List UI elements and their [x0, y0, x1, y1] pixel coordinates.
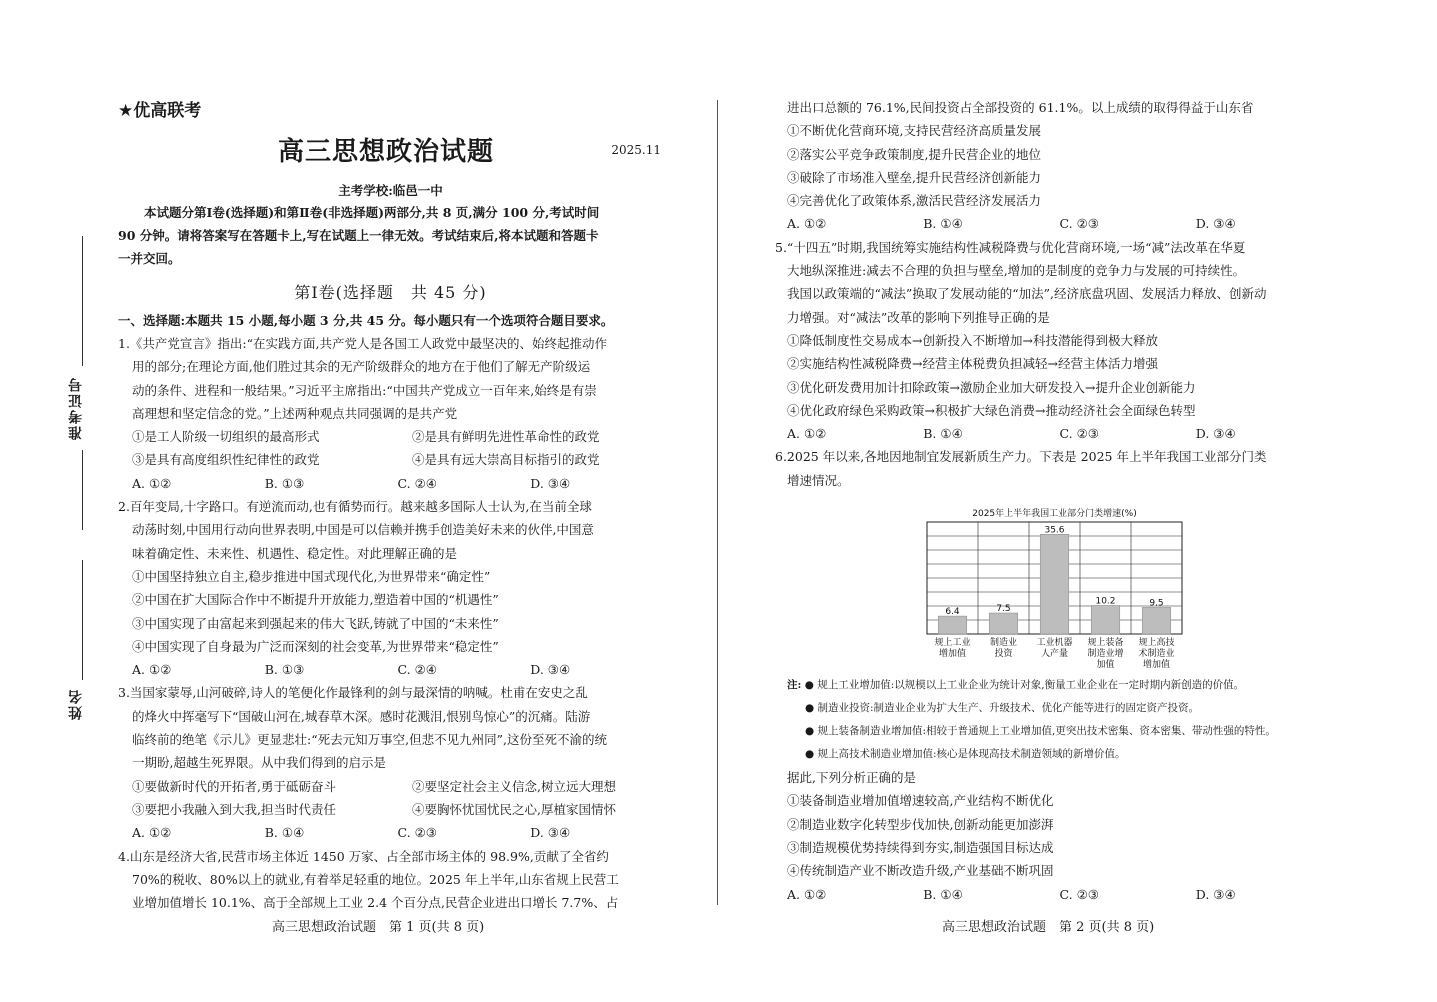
question-line: 进出口总额的 76.1%,民间投资占全部投资的 61.1%。以上成绩的取得得益于山东省: [787, 100, 1254, 115]
option-d[interactable]: D. ③④: [1195, 216, 1236, 232]
bullet-icon: ●: [804, 679, 814, 692]
question-line: 6.2025 年以来,各地因地制宜发展新质生产力。下表是 2025 年上半年我国工业部分门类: [775, 449, 1267, 465]
question-line: 1.《共产党宣言》指出:“在实践方面,共产党人是各国工人政党中最坚决的、始终起推动作: [118, 336, 608, 351]
statement: ①中国坚持独立自主,稳步推进中国式现代化,为世界带来“确定性”: [132, 568, 491, 584]
intro-line: 90 分钟。请将答案写在答题卡上,写在试题上一律无效。考试结束后,将本试题和答题卡: [118, 228, 599, 243]
statement: ①降低制度性交易成本→创新投入不断增加→科技潜能得到极大释放: [787, 332, 1158, 348]
data-label: 7.5: [996, 604, 1011, 615]
option-c[interactable]: C. ②③: [1059, 216, 1099, 232]
data-label: 9.5: [1149, 598, 1164, 609]
statement: ③是具有高度组织性纪律性的政党: [132, 452, 320, 468]
bullet-icon: ●: [805, 725, 815, 738]
answer-options: [787, 883, 1332, 906]
option-d[interactable]: D. ③④: [530, 475, 571, 491]
footer-right: 高三思想政治试题 第 2 页(共 8 页): [942, 920, 1155, 935]
category-label: 工业机器: [1036, 638, 1073, 649]
bar-chart-svg: [787, 500, 1347, 672]
note-text: 规上工业增加值:以规模以上工业企业为统计对象,衡量工业企业在一定时期内新创造的价值。: [817, 679, 1245, 692]
statement: ④是具有远大崇高目标指引的政党: [412, 452, 600, 468]
statement: ③制造规模优势持续得到夯实,制造强国目标达成: [787, 839, 1054, 855]
question-3: [118, 681, 663, 844]
statement: ②要坚定社会主义信念,树立远大理想: [412, 778, 616, 794]
statement-row: [118, 798, 663, 821]
statement: ③要把小我融入到大我,担当时代责任: [132, 801, 336, 817]
option-b[interactable]: B. ①③: [264, 662, 305, 678]
note-text: 规上高技术制造业增加值:核心是体现高技术制造领域的新增价值。: [817, 748, 1126, 761]
option-c[interactable]: C. ②④: [397, 662, 437, 678]
statement: ①装备制造业增加值增速较高,产业结构不断优化: [787, 793, 1054, 809]
statement: ②落实公平竞争政策制度,提升民营企业的地位: [787, 146, 1041, 162]
host-school: 主考学校:临邑一中: [338, 183, 443, 198]
name-label: 姓名: [68, 688, 84, 720]
intro-text: [118, 201, 663, 270]
bar: [1091, 605, 1120, 634]
statement: ②实施结构性减税降费→经营主体税费负担减轻→经营主体活力增强: [787, 356, 1158, 372]
chart-notes: [787, 674, 1332, 766]
question-line: 大地纵深推进:减去不合理的负担与壁垒,增加的是制度的竞争力与发展的可持续性。: [787, 263, 1246, 279]
statement: ④中国实现了自身最为广泛而深刻的社会变革,为世界带来“稳定性”: [132, 638, 499, 654]
brand-label: ★优高联考: [118, 101, 202, 121]
intro-line: 本试题分第Ⅰ卷(选择题)和第Ⅱ卷(非选择题)两部分,共 8 页,满分 100 分,考试时间: [144, 205, 600, 220]
exam-id-line-top: [82, 236, 83, 366]
bullet-icon: ●: [805, 748, 815, 761]
option-d[interactable]: D. ③④: [530, 662, 571, 678]
bar: [938, 616, 967, 634]
statement: ④完善优化了政策体系,激活民营经济发展活力: [787, 193, 1041, 209]
section-instruction: 一、选择题:本题共 15 小题,每小题 3 分,共 45 分。每小题只有一个选项符合题目要求。: [118, 313, 614, 328]
data-label: 10.2: [1095, 596, 1116, 607]
question-2: [118, 495, 663, 681]
statement: ④传统制造产业不断改造升级,产业基础不断巩固: [787, 863, 1054, 879]
question-6: [775, 445, 1332, 905]
answer-options: [118, 658, 663, 681]
statement-row: [118, 775, 663, 798]
category-label: 制造业: [989, 638, 1018, 649]
exam-id-label: 准考证号: [68, 376, 84, 440]
page-divider: [717, 100, 718, 905]
category-label: 规上工业: [934, 638, 971, 649]
statement: ④要胸怀忧国忧民之心,厚植家国情怀: [412, 801, 616, 817]
statement: ②制造业数字化转型步伐加快,创新动能更加澎湃: [787, 816, 1054, 832]
category-label: 规上高技: [1138, 638, 1175, 649]
question-line: 高理想和坚定信念的党。”上述两种观点共同强调的是共产党: [132, 405, 458, 421]
question-1: [118, 332, 663, 495]
answer-options: [787, 212, 1332, 235]
question-line: 的烽火中挥毫写下“国破山河在,城春草木深。感时花溅泪,恨别鸟惊心”的沉痛。陆游: [132, 708, 591, 724]
exam-title: 高三思想政治试题: [278, 137, 495, 167]
question-line: 动的条件、进程和一般结果。”习近平主席指出:“中国共产党成立一百年来,始终是有崇: [132, 382, 597, 398]
answer-options: [787, 422, 1332, 445]
bullet-icon: ●: [805, 702, 815, 715]
question-4-continued: [787, 96, 1332, 236]
category-label: 增加值: [1142, 660, 1171, 671]
option-c[interactable]: C. ②③: [397, 825, 437, 841]
question-line: 我国以政策端的“减法”换取了发展动能的“加法”,经济底盘巩固、发展活力释放、创新动: [787, 286, 1267, 302]
question-line: 用的部分;在理论方面,他们胜过其余的无产阶级群众的地方在于他们了解无产阶级运: [132, 359, 591, 375]
option-c[interactable]: C. ②③: [1059, 426, 1099, 442]
answer-options: [118, 472, 663, 495]
category-label: 加值: [1096, 660, 1115, 671]
option-a[interactable]: A. ①②: [787, 426, 827, 442]
option-c[interactable]: C. ②④: [397, 475, 437, 491]
option-b[interactable]: B. ①④: [923, 216, 963, 232]
statement: ①是工人阶级一切组织的最高形式: [132, 429, 320, 445]
question-5: [775, 236, 1332, 446]
category-label: 规上装备: [1087, 638, 1124, 649]
option-a[interactable]: A. ①②: [787, 216, 827, 232]
note-row: [787, 720, 1332, 743]
category-label: 术制造业: [1138, 649, 1175, 660]
note-row: [787, 697, 1332, 720]
option-b[interactable]: B. ①④: [923, 426, 963, 442]
statement: ③优化研发费用加计扣除政策→激励企业加大研发投入→提升企业创新能力: [787, 379, 1196, 395]
data-label: 6.4: [945, 607, 960, 618]
option-a[interactable]: A. ①②: [132, 825, 172, 841]
bar: [989, 613, 1018, 634]
question-line: 增速情况。: [787, 472, 850, 488]
question-line: 4.山东是经济大省,民营市场主体近 1450 万家、占全部市场主体的 98.9%,贡献了全省约: [118, 848, 609, 864]
statement-row: [118, 448, 663, 471]
question-prompt: 据此,下列分析正确的是: [787, 770, 916, 786]
question-line: 3.当国家蒙辱,山河破碎,诗人的笔便化作最锋利的剑与最深情的呐喊。杜甫在安史之乱: [118, 685, 588, 701]
name-line: [82, 560, 83, 680]
question-line: 动荡时刻,中国用行动向世界表明,中国是可以信赖并携手创造美好未来的伙伴,中国意: [132, 522, 594, 538]
option-b[interactable]: B. ①③: [264, 475, 305, 491]
category-label: 增加值: [938, 649, 967, 660]
category-label: 制造业增: [1087, 649, 1124, 660]
answer-options: [118, 821, 663, 844]
statement: ①要做新时代的开拓者,勇于砥砺奋斗: [132, 778, 336, 794]
option-d[interactable]: D. ③④: [1195, 886, 1236, 902]
right-page: [775, 96, 1332, 906]
bar: [1040, 534, 1069, 634]
title-row: [118, 131, 663, 173]
left-page: [118, 96, 663, 914]
statement: ④优化政府绿色采购政策→积极扩大绿色消费→推动经济社会全面绿色转型: [787, 402, 1196, 418]
question-line: 2.百年变局,十字路口。有逆流而动,也有循势而行。越来越多国际人士认为,在当前全球: [118, 499, 592, 515]
question-line: 一期盼,超越生死界限。从中我们得到的启示是: [132, 755, 386, 771]
section-title: 第Ⅰ卷(选择题 共 45 分): [294, 283, 487, 302]
data-label: 35.6: [1044, 525, 1065, 536]
option-b[interactable]: B. ①④: [923, 886, 963, 902]
statement: ②是具有鲜明先进性革命性的政党: [412, 429, 600, 445]
statement: ①不断优化营商环境,支持民营经济高质量发展: [787, 123, 1041, 139]
exam-date: 2025.11: [611, 143, 661, 157]
statement: ③中国实现了由富起来到强起来的伟大飞跃,铸就了中国的“未来性”: [132, 615, 499, 631]
statement-row: [118, 425, 663, 448]
growth-chart: [787, 500, 1347, 670]
chart-title: 2025年上半年我国工业部分门类增速(%): [972, 509, 1137, 520]
option-d[interactable]: D. ③④: [530, 825, 571, 841]
option-a[interactable]: A. ①②: [132, 475, 172, 491]
note-text: 规上装备制造业增加值:相较于普通规上工业增加值,更突出技术密集、资本密集、带动性强的特性。: [817, 725, 1276, 738]
question-4: [118, 845, 663, 915]
category-label: 投资: [994, 649, 1013, 660]
question-line: 味着确定性、未来性、机遇性、稳定性。对此理解正确的是: [132, 545, 458, 561]
category-label: 人产量: [1040, 649, 1069, 660]
option-a[interactable]: A. ①②: [787, 886, 827, 902]
question-line: 业增加值增长 10.1%、高于全部规上工业 2.4 个百分点,民营企业进出口增长 7.7%、占: [132, 895, 619, 911]
question-line: 5.“十四五”时期,我国统筹实施结构性减税降费与优化营商环境,一场“减”法改革在华夏: [775, 239, 1246, 255]
option-c[interactable]: C. ②③: [1059, 886, 1099, 902]
bar: [1142, 607, 1171, 634]
note-row: [787, 743, 1332, 766]
option-a[interactable]: A. ①②: [132, 662, 172, 678]
note-row: [787, 674, 1332, 697]
exam-id-line-bottom: [82, 450, 83, 530]
question-line: 70%的税收、80%以上的就业,有着举足轻重的地位。2025 年上半年,山东省规上民营工: [132, 871, 619, 887]
option-b[interactable]: B. ①④: [264, 825, 305, 841]
note-text: 制造业投资:制造业企业为扩大生产、升级技术、优化产能等进行的固定资产投资。: [817, 702, 1200, 715]
footer-left: 高三思想政治试题 第 1 页(共 8 页): [272, 920, 485, 935]
statement: ③破除了市场准入壁垒,提升民营经济创新能力: [787, 169, 1041, 185]
question-line: 力增强。对“减法”改革的影响下列推导正确的是: [787, 309, 1050, 325]
intro-line: 一并交回。: [118, 251, 181, 266]
notes-label: 注:: [787, 679, 802, 692]
statement: ②中国在扩大国际合作中不断提升开放能力,塑造着中国的“机遇性”: [132, 592, 499, 608]
question-line: 临终前的绝笔《示儿》更显悲壮:“死去元知万事空,但悲不见九州同”,这份至死不渝的统: [132, 732, 607, 748]
option-d[interactable]: D. ③④: [1195, 426, 1236, 442]
